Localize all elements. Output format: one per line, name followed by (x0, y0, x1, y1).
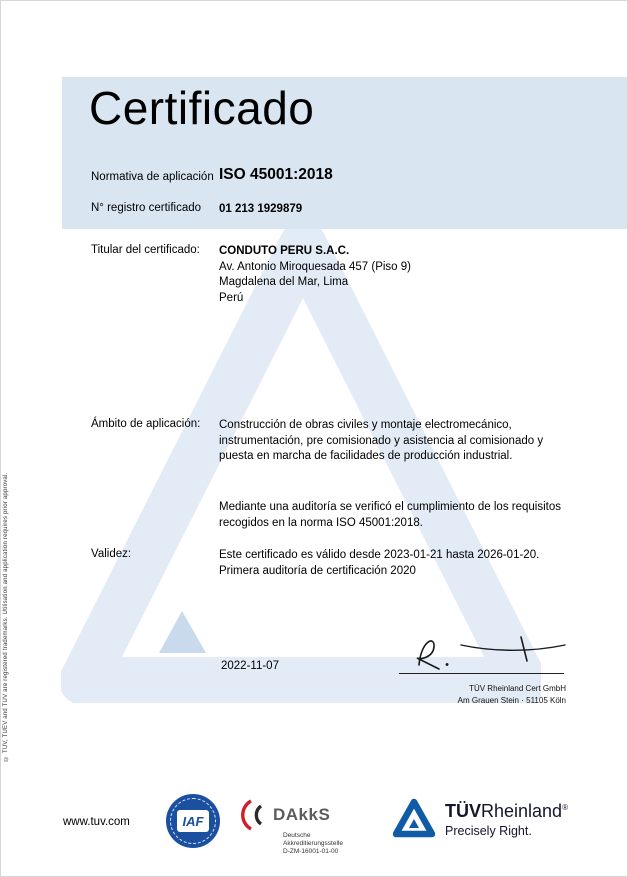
tuv-wordmark: TÜVRheinland® (445, 801, 568, 821)
holder-name: CONDUTO PERU S.A.C. (219, 245, 350, 257)
scope-label: Ámbito de aplicación: (91, 418, 201, 430)
issue-date: 2022-11-07 (221, 660, 279, 672)
signature-line (399, 673, 564, 674)
page-title: Certificado (89, 82, 315, 134)
validity-block (219, 548, 571, 579)
cert-body-address: Am Grauen Stein · 51105 Köln (457, 696, 566, 705)
validity-label: Validez: (91, 548, 132, 560)
trademark-side-note: © TÜV, TUEV and TUV are registered trademarks. Utilisation and application requires prior approval. (3, 472, 9, 761)
iaf-logo (166, 794, 220, 848)
tuv-tagline: Precisely Right. (445, 824, 532, 838)
holder-address-line: Av. Antonio Miroquesada 457 (Piso 9) (219, 260, 411, 273)
scope-text: Construcción de obras civiles y montaje electromecánico, instrumentación, pre comisionado y asistencia al comisionado y puesta en marcha de facilidades de producción industrial. (219, 419, 544, 462)
holder-address-line: Perú (219, 291, 244, 304)
registry-label: N° registro certificado (91, 202, 202, 214)
standard-value: ISO 45001:2018 (219, 166, 333, 183)
dakks-logo (237, 799, 343, 856)
iaf-label: IAF (177, 810, 209, 832)
website-text: www.tuv.com (63, 816, 130, 828)
holder-label: Titular del certificado: (91, 244, 200, 256)
audit-text: Mediante una auditoría se verificó el cumplimiento de los requisitos recogidos en la norma ISO 45001:2018. (219, 501, 561, 529)
standard-label: Normativa de aplicación (91, 171, 214, 183)
dakks-subtext: Deutsche Akkreditierungsstelle D-ZM-16001-01-00 (283, 832, 343, 855)
validity-line: Este certificado es válido desde 2023-01-21 hasta 2026-01-20. (219, 549, 540, 561)
holder-address-line: Magdalena del Mar, Lima (219, 276, 349, 288)
holder-block (219, 244, 571, 306)
dakks-arcs-icon (237, 799, 271, 831)
cert-body-company: TÜV Rheinland Cert GmbH (469, 684, 566, 693)
dakks-wordmark: DAkkS (273, 805, 331, 824)
tuv-triangle-icon (393, 798, 435, 838)
validity-line: Primera auditoría de certificación 2020 (219, 564, 416, 577)
tuv-rheinland-logo (393, 798, 568, 838)
registry-value: 01 213 1929879 (219, 203, 303, 215)
tuv-wordmark-block (445, 798, 568, 838)
signature-icon (399, 627, 569, 673)
